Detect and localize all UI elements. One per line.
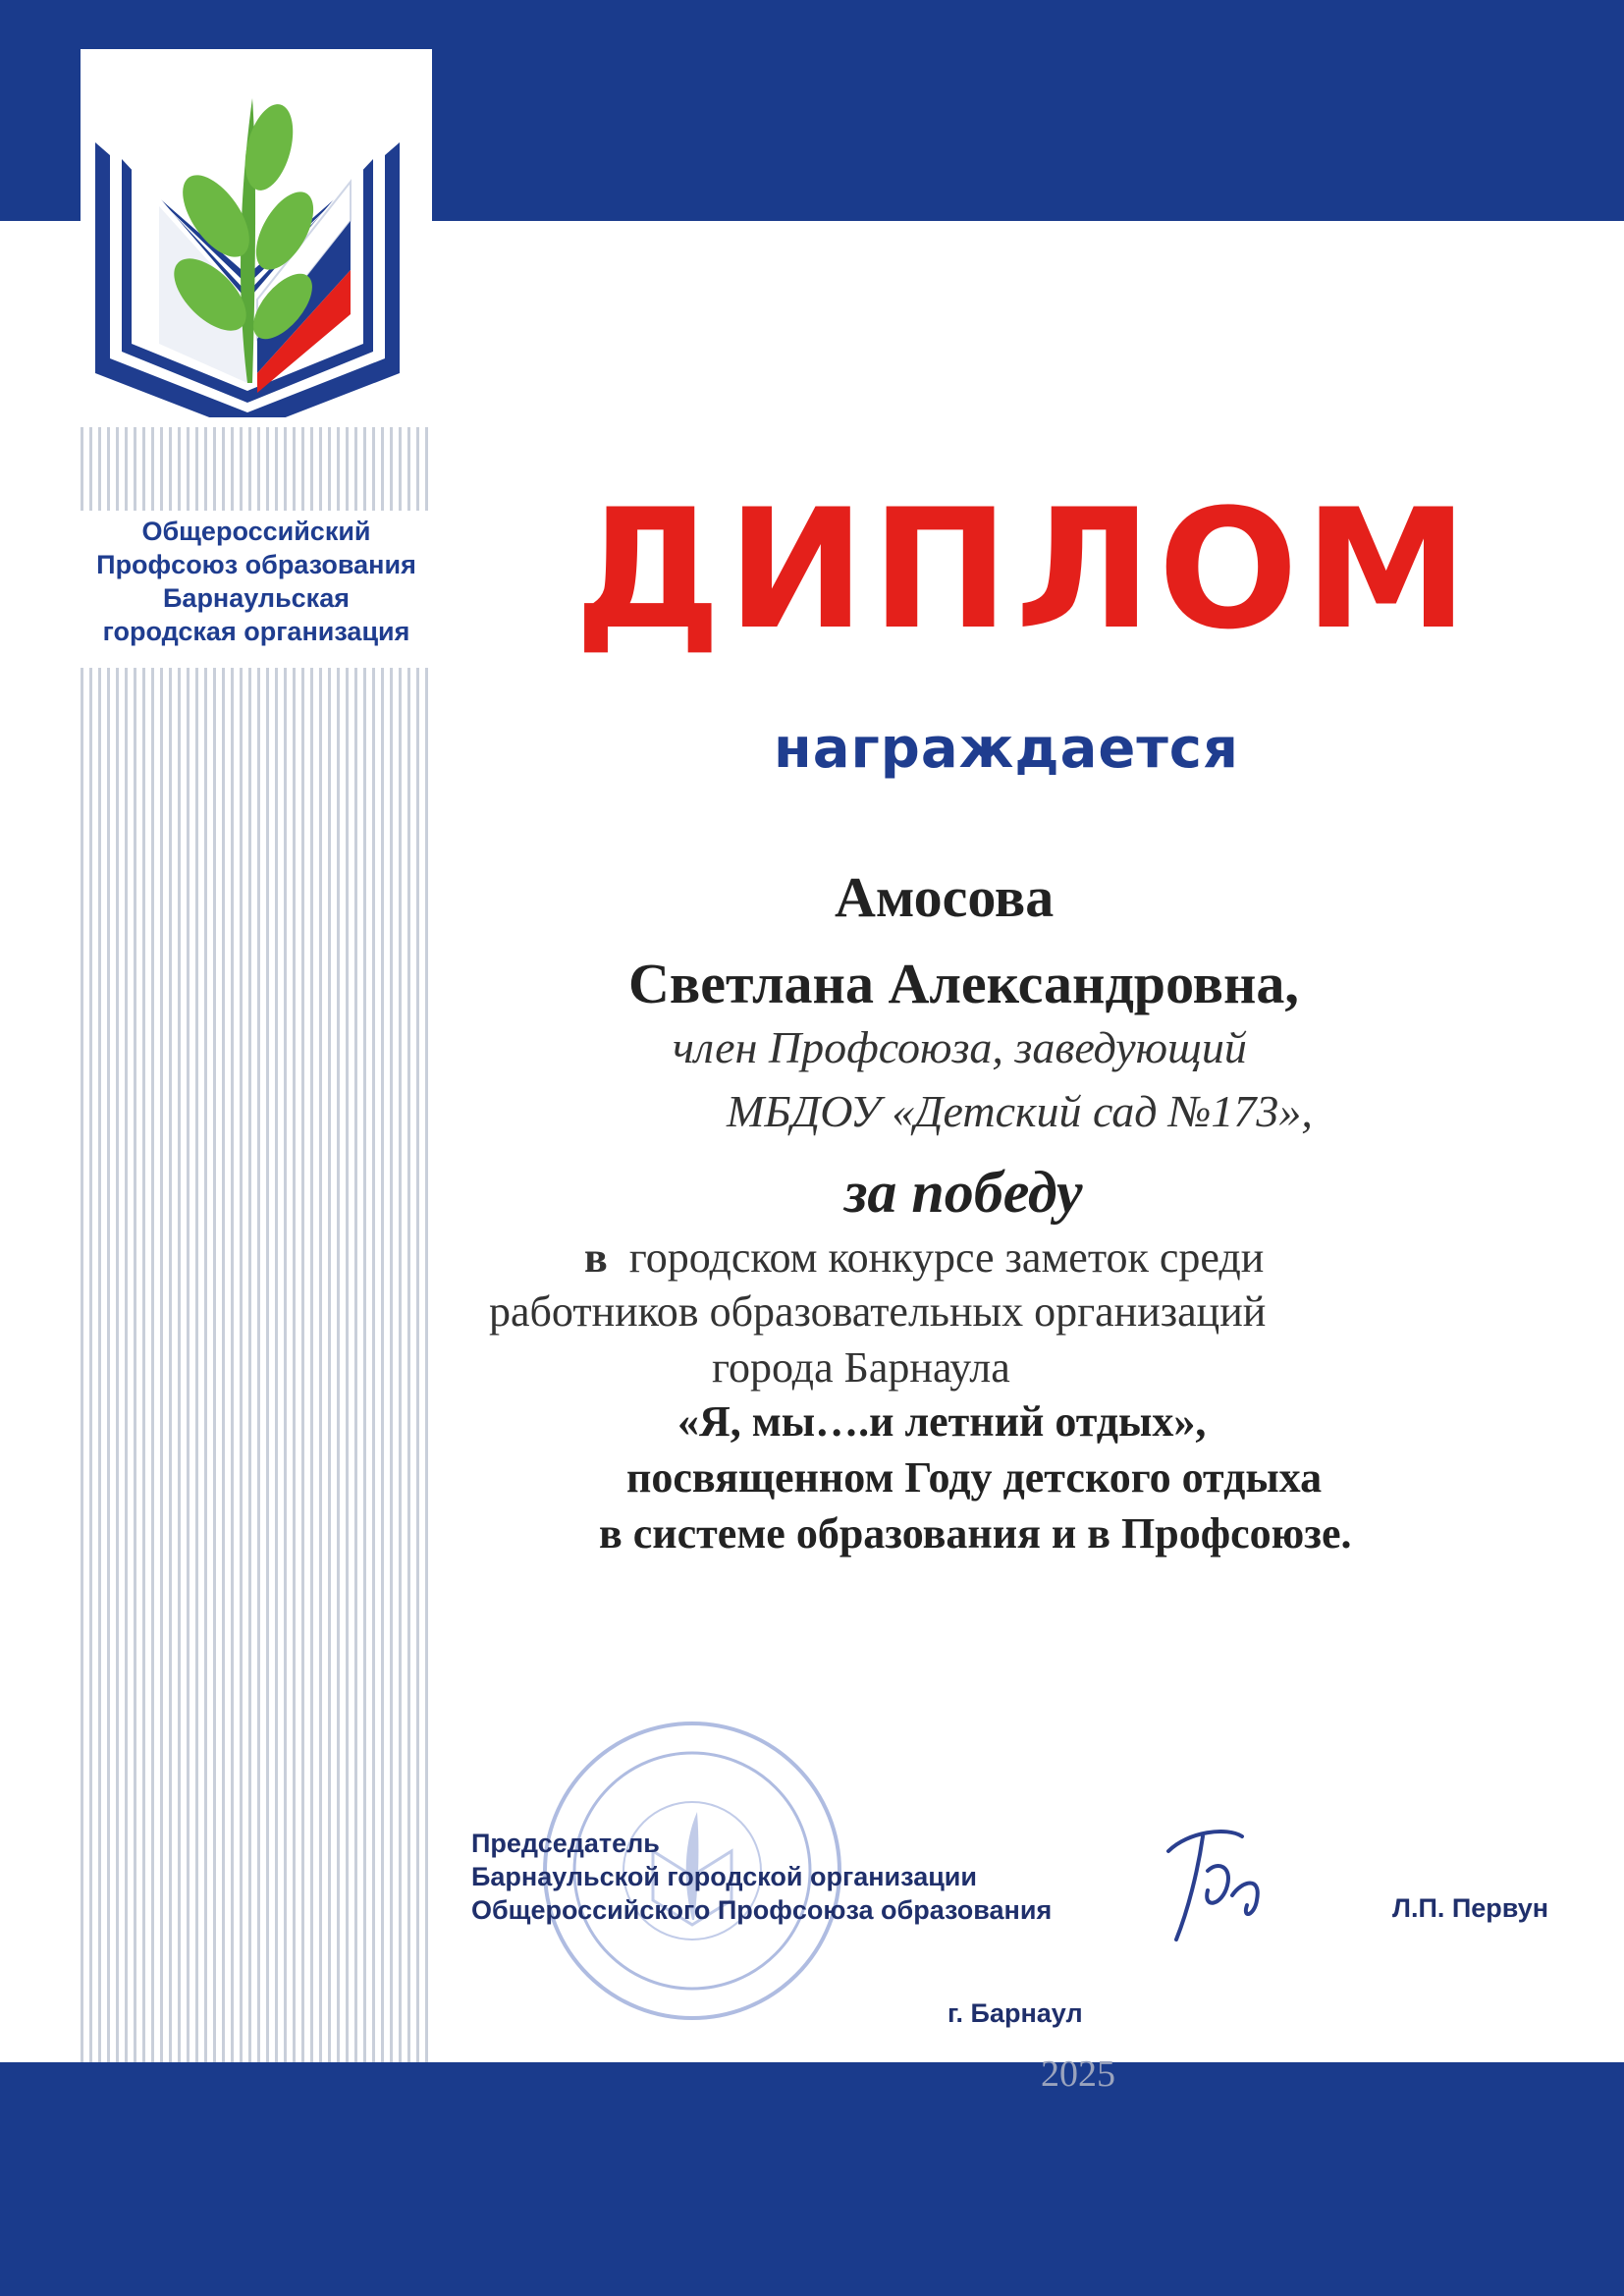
recipient-surname: Амосова xyxy=(835,865,1055,929)
recipient-role-line1: член Профсоюза, заведующий xyxy=(673,1022,1247,1072)
reason-line1 xyxy=(584,1232,1264,1283)
victory-label: за победу xyxy=(844,1160,1083,1225)
signer-title-line: Председатель xyxy=(471,1829,660,1858)
signer-title xyxy=(471,1827,1052,1927)
reason-line2: работников образовательных организаций xyxy=(489,1287,1267,1336)
diploma-title: ДИПЛОМ xyxy=(574,473,1475,666)
organization-name xyxy=(81,511,432,668)
city-label: г. Барнаул xyxy=(947,1998,1083,2028)
org-line: Общероссийский xyxy=(141,517,371,546)
logo-container xyxy=(81,49,432,427)
reason-line1-text: городском конкурсе заметок среди xyxy=(628,1233,1265,1282)
signer-name: Л.П. Первун xyxy=(1392,1893,1549,1923)
reason-line5: посвященном Году детского отдыха xyxy=(626,1453,1323,1502)
signer-title-line: Общероссийского Профсоюза образования xyxy=(471,1895,1053,1925)
signature-icon xyxy=(1149,1812,1286,1959)
reason-line6: в системе образования и в Профсоюзе. xyxy=(599,1509,1352,1558)
bottom-band xyxy=(0,2062,1624,2296)
recipient-given-names: Светлана Александровна, xyxy=(628,952,1299,1015)
reason-line3: города Барнаула xyxy=(712,1343,1010,1392)
union-logo-icon xyxy=(90,59,414,417)
org-line: Барнаульская xyxy=(163,583,350,613)
reason-prefix: в xyxy=(584,1233,608,1282)
recipient-role-line2: МБДОУ «Детский сад №173», xyxy=(727,1086,1313,1136)
year-label: 2025 xyxy=(1041,2053,1115,2095)
org-line: Профсоюз образования xyxy=(96,550,416,579)
awarded-label: награждается xyxy=(774,717,1239,781)
org-line: городская организация xyxy=(102,617,410,646)
contest-title: «Я, мы….и летний отдых», xyxy=(677,1397,1207,1446)
signer-title-line: Барнаульской городской организации xyxy=(471,1862,978,1891)
